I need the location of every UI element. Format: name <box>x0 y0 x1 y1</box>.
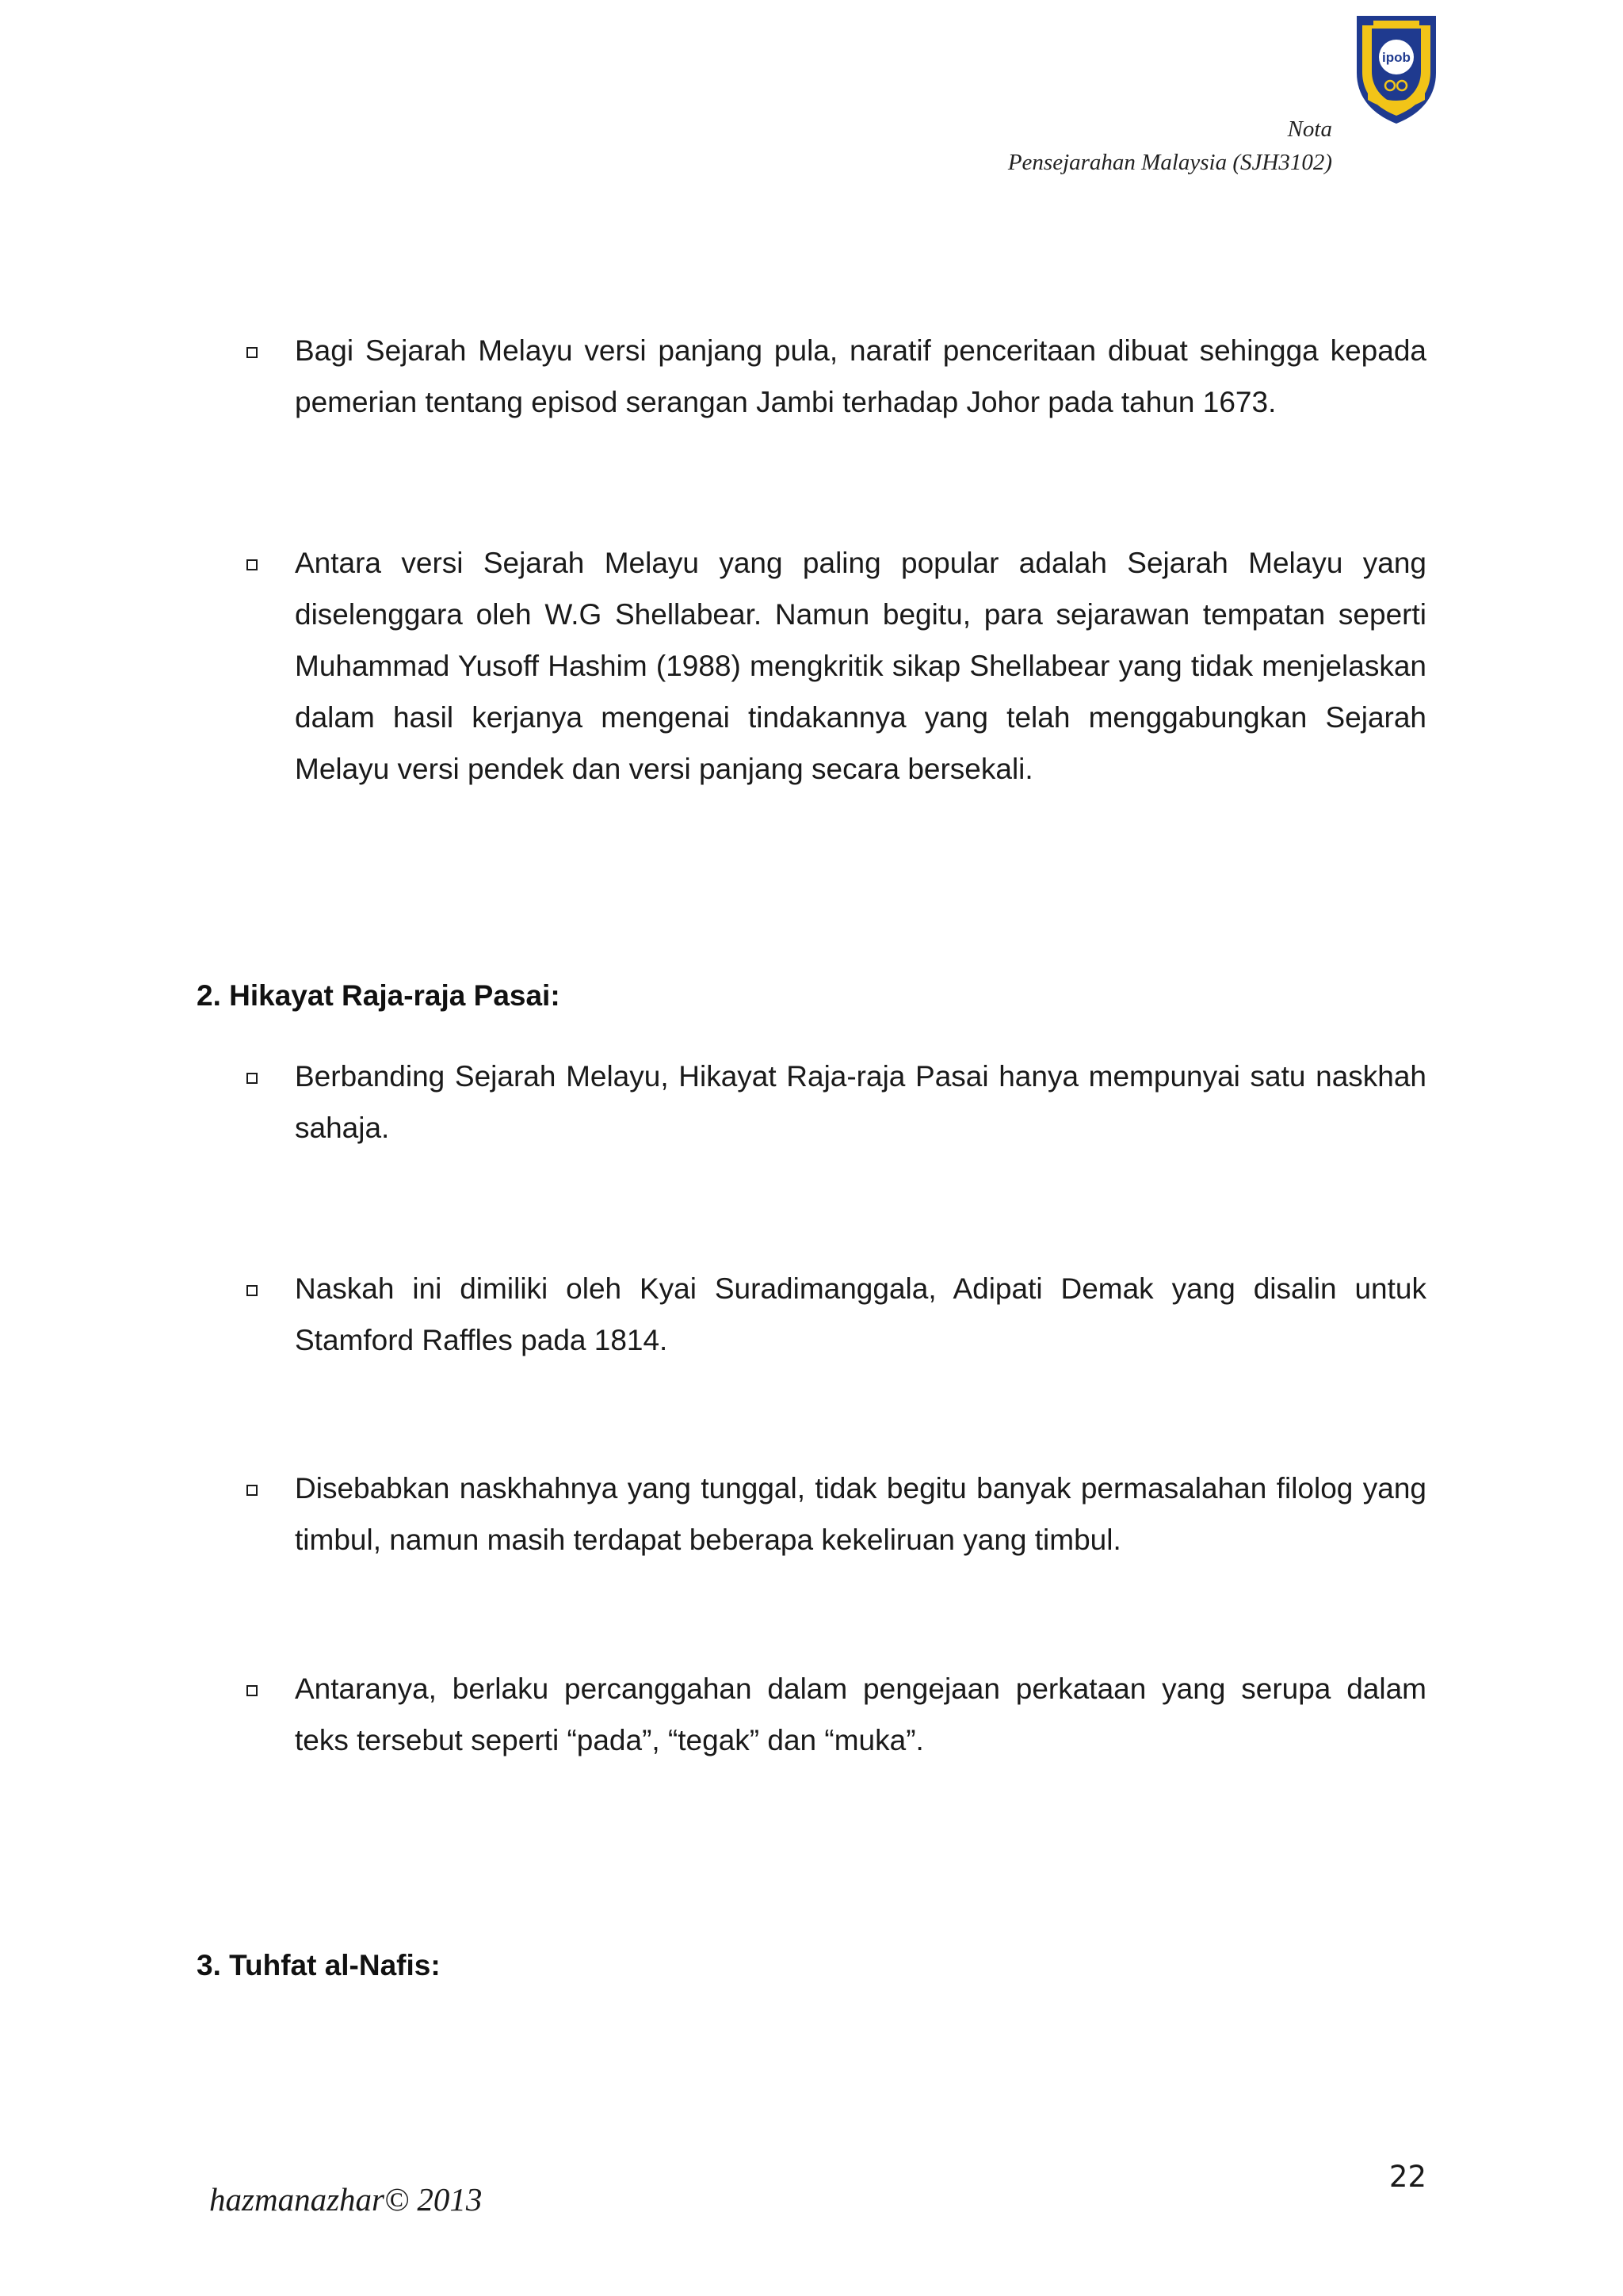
paragraph-bullet: Antara versi Sejarah Melayu yang paling popular adalah Sejarah Melayu yang diselenggara oleh W.G Shellabear. Namun begitu, para sejarawan tempatan seperti Muhammad Yusoff Hashim (1988) mengkritik sikap Shellabear yang tidak menjelaskan dalam hasil kerjanya mengenai tindakannya yang telah menggabungkan Sejarah Melayu versi pendek dan versi panjang secara bersekali. <box>295 547 1426 785</box>
paragraph-bullet: Berbanding Sejarah Melayu, Hikayat Raja-raja Pasai hanya mempunyai satu naskhah sahaja. <box>295 1060 1426 1144</box>
bullet-square-icon <box>246 1485 258 1496</box>
bullet-square-icon <box>246 347 258 358</box>
bullet-square-icon <box>246 1285 258 1296</box>
page-number: 22 <box>1388 2160 1426 2194</box>
bullet-square-icon <box>246 1685 258 1696</box>
section-heading-2: 2. Hikayat Raja-raja Pasai: <box>197 979 560 1012</box>
page-header <box>1008 113 1332 179</box>
paragraph-bullet: Naskah ini dimiliki oleh Kyai Suradimanggala, Adipati Demak yang disalin untuk Stamford Raffles pada 1814. <box>295 1272 1426 1356</box>
bullet-square-icon <box>246 1073 258 1084</box>
footer-author: hazmanazhar© 2013 <box>209 2181 483 2218</box>
institution-logo <box>1352 11 1441 127</box>
header-line-1: Nota <box>1287 116 1332 142</box>
section-heading-3: 3. Tuhfat al-Nafis: <box>197 1949 441 1981</box>
paragraph-bullet: Antaranya, berlaku percanggahan dalam pengejaan perkataan yang serupa dalam teks tersebut seperti “pada”, “tegak” dan “muka”. <box>295 1672 1426 1756</box>
paragraph-bullet: Bagi Sejarah Melayu versi panjang pula, naratif penceritaan dibuat sehingga kepada pemerian tentang episod serangan Jambi terhadap Johor pada tahun 1673. <box>295 334 1426 418</box>
bullet-square-icon <box>246 559 258 570</box>
paragraph-bullet: Disebabkan naskhahnya yang tunggal, tidak begitu banyak permasalahan filolog yang timbul, namun masih terdapat beberapa kekeliruan yang timbul. <box>295 1472 1426 1556</box>
svg-text:ipob: ipob <box>1382 50 1411 65</box>
header-line-2: Pensejarahan Malaysia (SJH3102) <box>1007 150 1332 175</box>
